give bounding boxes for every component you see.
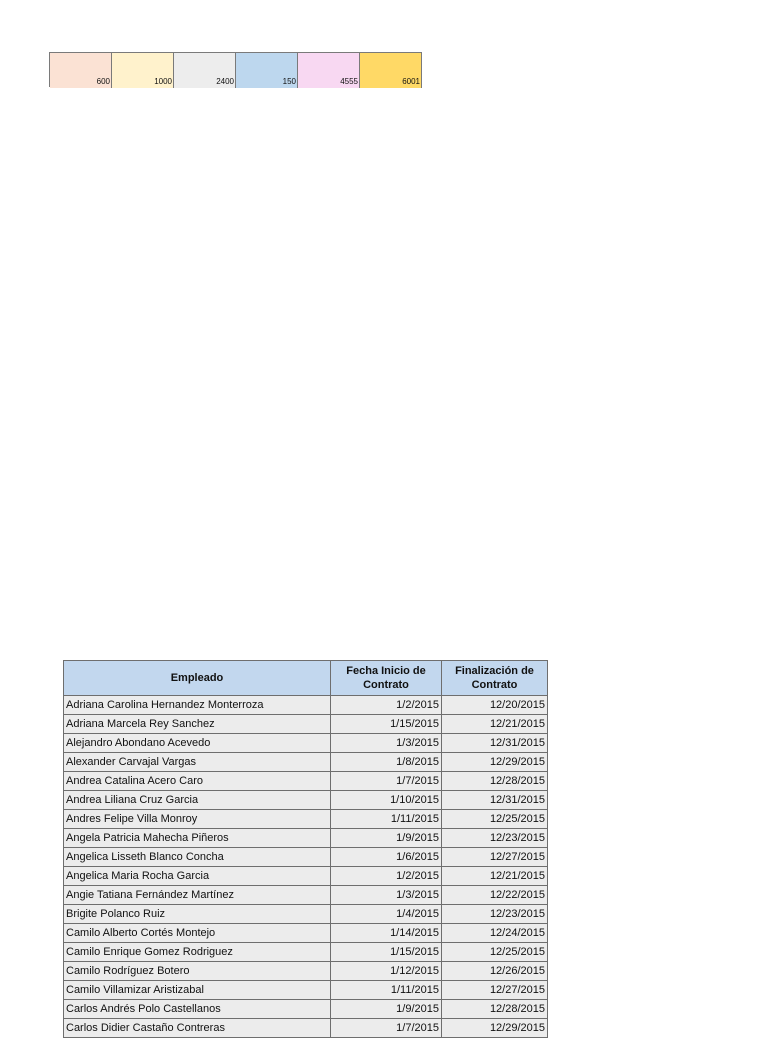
start-date-cell: 1/7/2015 xyxy=(331,772,442,791)
color-swatch xyxy=(360,53,422,88)
employee-name-cell: Andrea Liliana Cruz Garcia xyxy=(64,791,331,810)
end-date-cell: 12/25/2015 xyxy=(442,943,548,962)
table-row xyxy=(64,772,548,791)
start-date-cell: 1/8/2015 xyxy=(331,753,442,772)
table-row xyxy=(64,943,548,962)
table-row xyxy=(64,981,548,1000)
end-date-cell: 12/31/2015 xyxy=(442,791,548,810)
start-date-cell: 1/11/2015 xyxy=(331,810,442,829)
color-swatch xyxy=(298,53,360,88)
employee-name-cell: Andres Felipe Villa Monroy xyxy=(64,810,331,829)
color-swatch xyxy=(236,53,298,88)
employee-name-cell: Carlos Didier Castaño Contreras xyxy=(64,1019,331,1038)
start-date-cell: 1/4/2015 xyxy=(331,905,442,924)
end-date-cell: 12/20/2015 xyxy=(442,696,548,715)
table-row xyxy=(64,924,548,943)
start-date-cell: 1/3/2015 xyxy=(331,734,442,753)
end-date-cell: 12/23/2015 xyxy=(442,829,548,848)
start-date-cell: 1/7/2015 xyxy=(331,1019,442,1038)
end-date-cell: 12/27/2015 xyxy=(442,981,548,1000)
table-row xyxy=(64,715,548,734)
table-row xyxy=(64,867,548,886)
color-swatch xyxy=(112,53,174,88)
start-date-cell: 1/9/2015 xyxy=(331,829,442,848)
employee-name-cell: Alexander Carvajal Vargas xyxy=(64,753,331,772)
employee-name-cell: Camilo Rodríguez Botero xyxy=(64,962,331,981)
start-date-cell: 1/10/2015 xyxy=(331,791,442,810)
color-swatch xyxy=(50,53,112,88)
header-fecha-inicio: Fecha Inicio de Contrato xyxy=(331,661,442,696)
table-row xyxy=(64,829,548,848)
table-row xyxy=(64,962,548,981)
employee-name-cell: Angelica Lisseth Blanco Concha xyxy=(64,848,331,867)
end-date-cell: 12/21/2015 xyxy=(442,715,548,734)
end-date-cell: 12/27/2015 xyxy=(442,848,548,867)
end-date-cell: 12/24/2015 xyxy=(442,924,548,943)
employee-name-cell: Angie Tatiana Fernández Martínez xyxy=(64,886,331,905)
employee-name-cell: Camilo Villamizar Aristizabal xyxy=(64,981,331,1000)
end-date-cell: 12/28/2015 xyxy=(442,772,548,791)
employee-contract-table xyxy=(63,660,548,1038)
start-date-cell: 1/2/2015 xyxy=(331,867,442,886)
start-date-cell: 1/15/2015 xyxy=(331,715,442,734)
end-date-cell: 12/26/2015 xyxy=(442,962,548,981)
table-header-row xyxy=(64,661,548,696)
start-date-cell: 1/3/2015 xyxy=(331,886,442,905)
table-row xyxy=(64,696,548,715)
swatch-value: 150 xyxy=(282,77,296,86)
start-date-cell: 1/14/2015 xyxy=(331,924,442,943)
start-date-cell: 1/12/2015 xyxy=(331,962,442,981)
start-date-cell: 1/11/2015 xyxy=(331,981,442,1000)
end-date-cell: 12/28/2015 xyxy=(442,1000,548,1019)
end-date-cell: 12/29/2015 xyxy=(442,753,548,772)
end-date-cell: 12/23/2015 xyxy=(442,905,548,924)
table-row xyxy=(64,734,548,753)
table-row xyxy=(64,791,548,810)
end-date-cell: 12/31/2015 xyxy=(442,734,548,753)
end-date-cell: 12/21/2015 xyxy=(442,867,548,886)
start-date-cell: 1/15/2015 xyxy=(331,943,442,962)
employee-name-cell: Camilo Enrique Gomez Rodriguez xyxy=(64,943,331,962)
table-row xyxy=(64,810,548,829)
employee-name-cell: Alejandro Abondano Acevedo xyxy=(64,734,331,753)
swatch-value: 1000 xyxy=(154,77,172,86)
employee-name-cell: Carlos Andrés Polo Castellanos xyxy=(64,1000,331,1019)
end-date-cell: 12/25/2015 xyxy=(442,810,548,829)
color-legend-row xyxy=(49,52,422,87)
employee-name-cell: Angela Patricia Mahecha Piñeros xyxy=(64,829,331,848)
swatch-value: 4555 xyxy=(340,77,358,86)
color-swatch xyxy=(174,53,236,88)
employee-name-cell: Camilo Alberto Cortés Montejo xyxy=(64,924,331,943)
table-row xyxy=(64,848,548,867)
swatch-value: 6001 xyxy=(402,77,420,86)
table-row xyxy=(64,886,548,905)
end-date-cell: 12/29/2015 xyxy=(442,1019,548,1038)
start-date-cell: 1/9/2015 xyxy=(331,1000,442,1019)
employee-name-cell: Adriana Marcela Rey Sanchez xyxy=(64,715,331,734)
start-date-cell: 1/2/2015 xyxy=(331,696,442,715)
employee-name-cell: Adriana Carolina Hernandez Monterroza xyxy=(64,696,331,715)
swatch-value: 2400 xyxy=(216,77,234,86)
header-finalizacion: Finalización de Contrato xyxy=(442,661,548,696)
header-empleado: Empleado xyxy=(64,661,331,696)
employee-name-cell: Andrea Catalina Acero Caro xyxy=(64,772,331,791)
table-row xyxy=(64,1019,548,1038)
employee-name-cell: Brigite Polanco Ruiz xyxy=(64,905,331,924)
swatch-value: 600 xyxy=(96,77,110,86)
start-date-cell: 1/6/2015 xyxy=(331,848,442,867)
table-row xyxy=(64,905,548,924)
employee-name-cell: Angelica Maria Rocha Garcia xyxy=(64,867,331,886)
table-row xyxy=(64,753,548,772)
table-row xyxy=(64,1000,548,1019)
end-date-cell: 12/22/2015 xyxy=(442,886,548,905)
